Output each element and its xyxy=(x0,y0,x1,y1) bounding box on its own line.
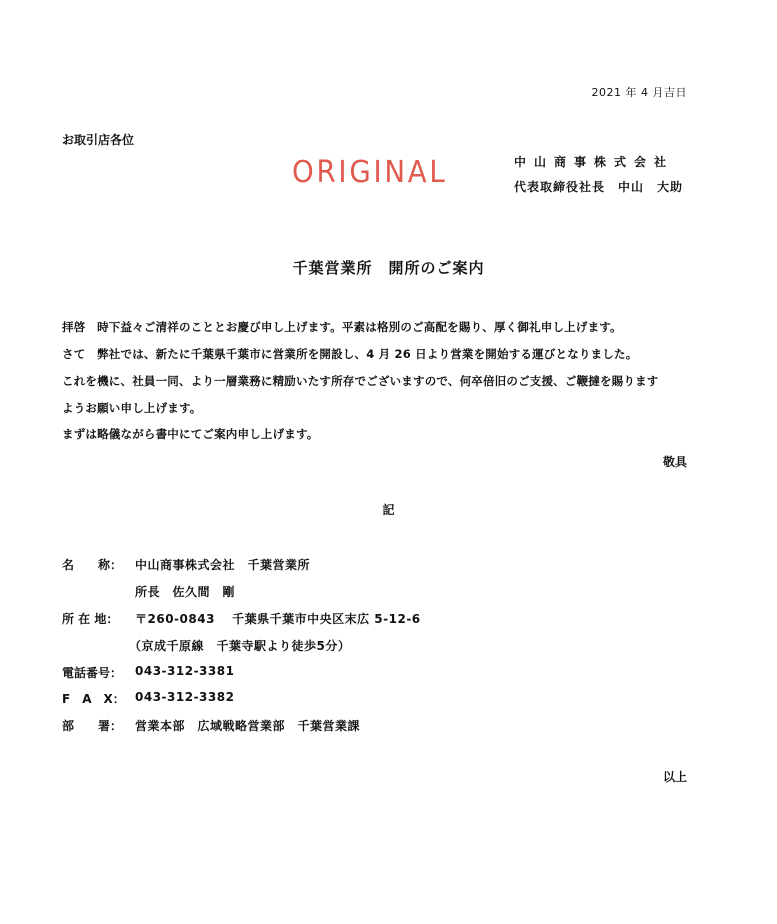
name-label: 名 称： xyxy=(62,558,123,572)
letter-date: 2021 年 4 月吉日 xyxy=(591,86,687,99)
manager-name: 所長 佐久間 剛 xyxy=(135,585,236,599)
letter-title: 千葉営業所 開所のご案内 xyxy=(292,259,485,277)
department-label: 部 署： xyxy=(62,719,123,733)
body-line: ようお願い申し上げます。 xyxy=(62,401,202,415)
address-label: 所 在 地： xyxy=(62,612,119,626)
body-line: これを機に、社員一同、より一層業務に精励いたす所存でございますので、何卒倍旧のご支援、ご鞭撻を賜ります xyxy=(62,374,659,388)
original-stamp: ORIGINAL xyxy=(292,155,448,190)
fax-value: 043-312-3382 xyxy=(135,690,235,704)
closing-ijo: 以上 xyxy=(662,770,687,784)
address-value: 〒260-0843 千葉県千葉市中央区末広 5-12-6 xyxy=(135,612,421,626)
addressee: お取引店各位 xyxy=(62,133,135,147)
fax-label: F A X： xyxy=(62,692,125,706)
access-info: （京成千原線 千葉寺駅より徒歩5分） xyxy=(129,639,351,653)
name-value: 中山商事株式会社 千葉営業所 xyxy=(135,558,311,572)
sender-company: 中山商事株式会社 xyxy=(514,155,675,169)
phone-label: 電話番号： xyxy=(62,666,123,680)
sender-representative: 代表取締役社長 中山 大助 xyxy=(514,180,684,194)
phone-value: 043-312-3381 xyxy=(135,664,235,678)
body-line: まずは略儀ながら書中にてご案内申し上げます。 xyxy=(62,427,319,441)
department-value: 営業本部 広域戦略営業部 千葉営業課 xyxy=(135,719,361,733)
body-line: 拝啓 時下益々ご清祥のこととお慶び申し上げます。平素は格別のご高配を賜り、厚く御礼申し上げます。 xyxy=(62,320,622,334)
body-line: さて 弊社では、新たに千葉県千葉市に営業所を開設し、4 月 26 日より営業を開始する運びとなりました。 xyxy=(62,347,638,361)
ki-heading: 記 xyxy=(382,503,395,517)
closing-keigu: 敬具 xyxy=(662,455,687,469)
